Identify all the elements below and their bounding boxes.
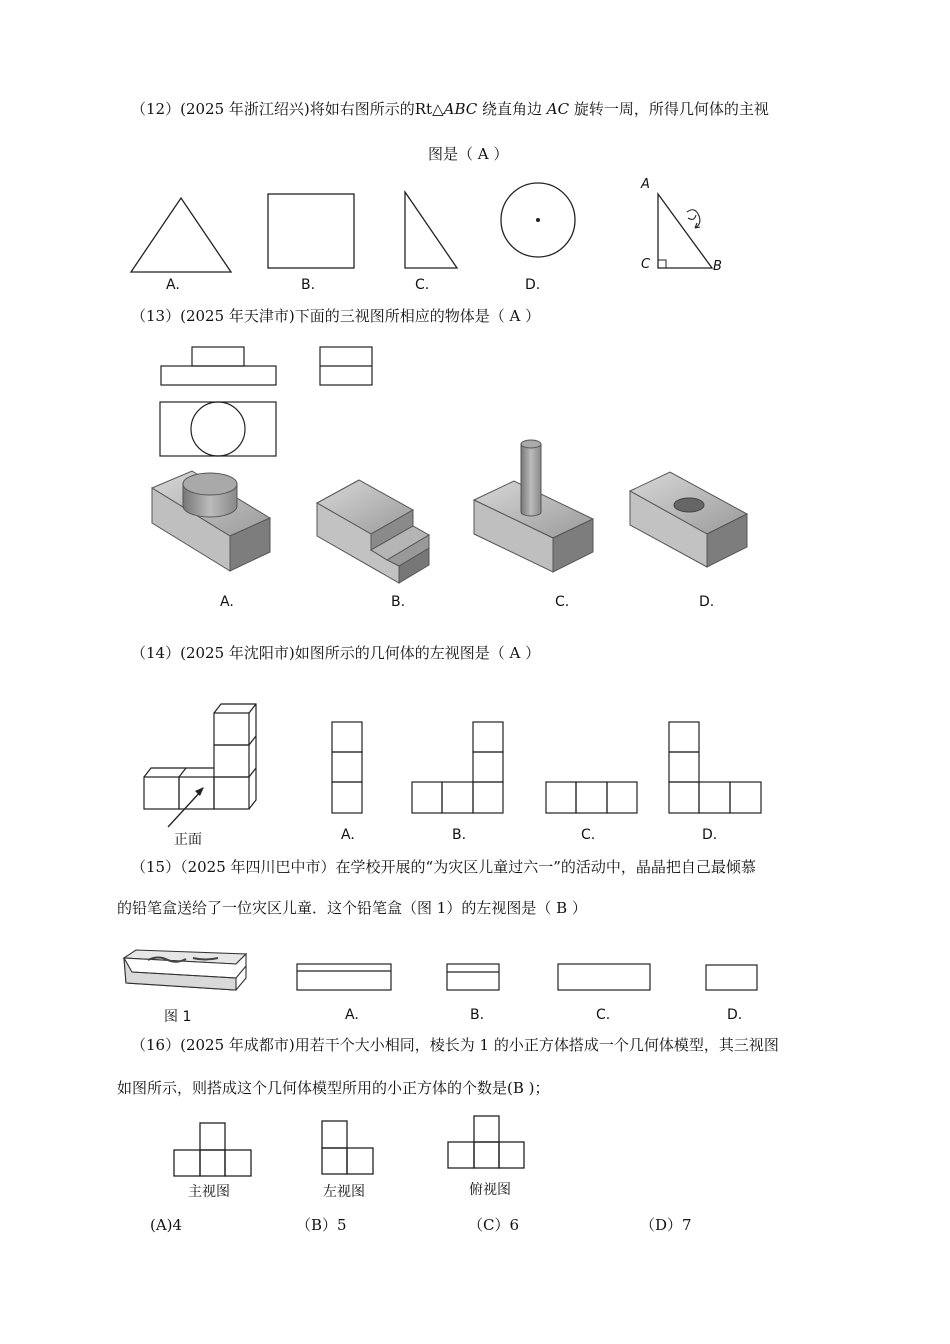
q15-figure — [118, 938, 778, 1030]
q12-abc: ABC — [443, 100, 478, 118]
triangle-option-shape — [131, 198, 231, 272]
q12-line2: 图是（ A ） — [428, 145, 509, 163]
option-c-box — [558, 964, 650, 990]
q15-line1: （15）（2025 年四川巴中市）在学校开展的“为灾区儿童过六一”的活动中，晶晶把自己最倾慕 — [131, 858, 756, 876]
q16-choice-c: （C）6 — [468, 1216, 520, 1234]
q13-text: （13）(2025 年天津市)下面的三视图所相应的物体是（ A ） — [131, 307, 541, 325]
square-option-shape — [268, 194, 354, 268]
option-d-view — [669, 722, 761, 813]
front-view-top — [192, 347, 244, 366]
left-view-grid — [322, 1121, 373, 1174]
q16-choice-b: （B）5 — [296, 1216, 347, 1234]
q15-figure-svg — [118, 938, 778, 1030]
front-view-base — [161, 366, 276, 385]
q12-option-a: A. — [166, 277, 180, 293]
q16-left-view-label: 左视图 — [323, 1184, 365, 1200]
q16-line2: 如图所示，则搭成这个几何体模型所用的小正方体的个数是(B )； — [117, 1079, 550, 1097]
q12-rt: Rt — [414, 100, 433, 118]
option-b-box — [447, 964, 499, 990]
option-c-view — [546, 782, 637, 813]
q14-option-c: C. — [581, 827, 596, 843]
q12-option-d: D. — [525, 277, 541, 293]
q12-label-c: C — [641, 257, 651, 272]
q16-figure — [152, 1113, 552, 1208]
q16-choice-a: (A)4 — [150, 1216, 183, 1234]
solid-c — [474, 440, 593, 572]
circle-center-dot — [536, 218, 540, 222]
q15-option-b: B. — [470, 1007, 485, 1023]
top-view-circle — [191, 402, 245, 456]
q12-suffix: 旋转一周，所得几何体的主视 — [569, 100, 769, 118]
q12-figure — [120, 172, 740, 297]
q16-line1: （16）(2025 年成都市)用若干个大小相同，棱长为 1 的小正方体搭成一个几何体模型，其三视图 — [131, 1036, 779, 1054]
q14-front-label: 正面 — [174, 832, 202, 848]
option-a-box — [297, 964, 391, 990]
q13-figure — [117, 338, 757, 618]
q16-top-view-label: 俯视图 — [469, 1182, 511, 1198]
q12-option-b: B. — [301, 277, 316, 293]
main-view-grid — [174, 1123, 251, 1176]
q16-main-view-label: 主视图 — [188, 1184, 230, 1200]
option-a-view — [332, 722, 362, 813]
q13-option-c: C. — [555, 594, 570, 610]
q14-option-b: B. — [452, 827, 467, 843]
q15-option-c: C. — [596, 1007, 611, 1023]
top-view-grid — [448, 1116, 524, 1168]
option-d-box — [706, 965, 757, 990]
q13-figure-svg — [117, 338, 757, 618]
q13-option-b: B. — [391, 594, 406, 610]
rotation-arrow-icon — [687, 210, 700, 228]
solid-a — [152, 471, 270, 571]
q14-option-a: A. — [341, 827, 355, 843]
q14-option-d: D. — [702, 827, 718, 843]
pencil-box-illustration — [124, 950, 246, 990]
q14-figure — [140, 690, 770, 855]
q14-text: （14）(2025 年沈阳市)如图所示的几何体的左视图是（ A ） — [131, 644, 541, 662]
q15-option-a: A. — [345, 1007, 359, 1023]
rotation-triangle — [658, 194, 712, 268]
q12-ac: AC — [546, 100, 570, 118]
q12-label-b: B — [713, 259, 722, 274]
q12-line1 — [131, 102, 769, 117]
q12-label-a: A — [641, 177, 650, 192]
q12-option-c: C. — [415, 277, 430, 293]
q12-triangle-symbol: △ — [432, 100, 444, 118]
q12-mid: 绕直角边 — [477, 100, 547, 118]
q15-fig-label: 图 1 — [164, 1009, 192, 1025]
q15-line2: 的铅笔盒送给了一位灾区儿童．这个铅笔盒（图 1）的左视图是（ B ） — [117, 899, 587, 917]
q12-prefix: （12）(2025 年浙江绍兴)将如右图所示的 — [131, 100, 415, 118]
right-triangle-option-shape — [405, 192, 457, 268]
q13-option-d: D. — [699, 594, 715, 610]
solid-b — [317, 480, 429, 583]
option-b-view — [412, 722, 503, 813]
front-direction-arrow-icon — [168, 787, 204, 827]
q16-choice-d: （D）7 — [640, 1216, 692, 1234]
top-view — [160, 402, 276, 456]
q15-option-d: D. — [727, 1007, 743, 1023]
right-angle-mark — [658, 260, 666, 268]
solid-d — [630, 472, 747, 567]
q13-option-a: A. — [220, 594, 234, 610]
